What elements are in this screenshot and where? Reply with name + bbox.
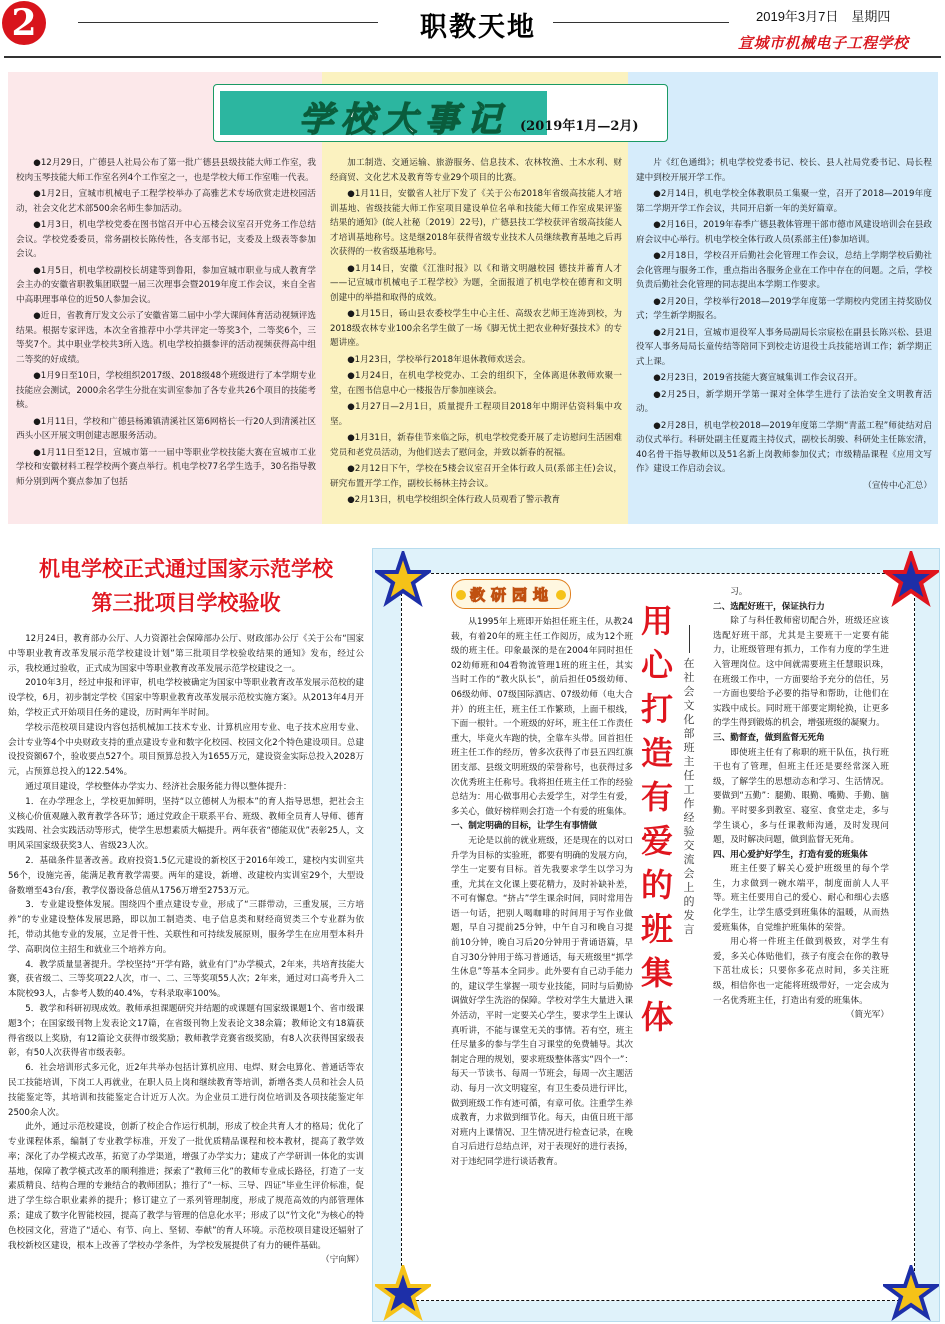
research-column-right [713, 585, 889, 1023]
event-item: ●2月18日，学校召开后勤社会化管理工作会议，总结上学期学校后勤社会化管理与服务工作，重点指出各服务企业在工作中存在的问题。之后，学校负责后勤社会化管理的同志提出本学期工作要求。 [636, 251, 932, 290]
article-paragraph: 此外，通过示范校建设，创新了校企合作运行机制，形成了校企共育人才的格局；优化了专业课程体系，编制了专业教学标准，开发了一批优质精品课程和校本教材，提高了教学效率；深化了办学模式改革，拓宽了办学渠道，增强了办学实力；建成了产学研训一体化的实训基地，保障了教学模式改革的顺利推进；探索了“教师三化”的教师专业成长路径，打造了一支素质精良、结构合理的专兼结合的教师团队；推行了“一标、三导、四证”毕业生评价标准，促进了学生综合职业素养的提升；修订建立了一系列管理制度，形成了规范高效的内部管理体系；建成了数字化智能校园，提高了教学与管理的信息化水平；形成了以“竹文化”为核心的特色校园文化，营造了“适心、有节、向上、坚韧、奉献”的育人环境。示范校项目建设还辐射了我校新校区建设，根本上改善了学校办学条件，为学校发展提供了有力的硬件基础。 [8, 1122, 364, 1251]
article-paragraph: 2010年3月，经过申报和评审，机电学校被确定为国家中等职业教育改革发展示范校的建设学校，6月，初步制定学校《国家中等职业教育改革发展示范校实施方案》。从2013年4月开始，学校正式开始项目任务的建设，历时两年半时间。 [8, 678, 364, 718]
tag-dot [556, 590, 566, 600]
masthead-rule-right [553, 22, 729, 23]
event-item: ●2月12日下午，学校在5楼会议室召开全体行政人员(系部主任)会议，研究布置开学工作，副校长杨林主持会议。 [330, 464, 622, 489]
research-panel [372, 548, 940, 1322]
events-text-col3 [636, 156, 932, 493]
article-paragraph: 12月24日，教育部办公厅、人力资源社会保障部办公厅、财政部办公厅《关于公布“国家中等职业教育改革发展示范学校建设计划”第三批项目学校验收结果的通知》发布，经过公示，我校通过验收，正式成为国家中等职业教育改革发展示范学校建设之一。 [8, 634, 364, 674]
events-section [8, 72, 938, 524]
event-item: ●2月14日，机电学校全体教职员工集聚一堂，召开了2018—2019年度第二学期开学工作会议，共同开启新一年的美好篇章。 [636, 189, 932, 214]
event-item: ●2月25日，新学期开学第一课对全体学生进行了法治安全文明教育活动。 [636, 389, 932, 414]
events-credit: （宣传中心汇总） [863, 480, 932, 491]
article-paragraph: 3．专业建设整体发展。围绕四个重点建设专业，形成了“三群带动，三重发展，三方培养”的专业建设整体发展思路，即以加工制造类、电子信息类和财经商贸类三个专业群为依托，带动其他专业的发展，立足骨干性、关联性和可持续发展原则，服务学生在应用型本科升学、高职岗位主招生和就业三个培养方向。 [8, 900, 364, 955]
event-item: ●2月21日，宣城市退役军人事务局副局长宗宸松在副县长陈兴松、县退役军人事务局局长童传结等陪同下到校走访退役士兵技能培训工作；新学期正式上课。 [636, 327, 932, 367]
star-icon [375, 551, 431, 607]
research-subtitle [679, 625, 699, 937]
research-author: （简光军） [846, 1010, 889, 1021]
event-item: 片《红色通缉》；机电学校党委书记、校长、县人社局党委书记、局长程建中到校开展开学工作。 [636, 158, 932, 183]
article-credit: （宁向辉） [321, 1255, 364, 1266]
research-title: 用心打造有爱的班集体 [640, 602, 673, 1036]
research-paragraph: 从1995年上班即开始担任班主任，从教24载，有着20年的班主任工作阅历，成为12个班级的班主任。印象最深的是在2004年同时担任02幼师班和04看物流管理1班的班主任，其实当时工作的“教火队长”，前后担任05级幼师、06级幼师、07级国际酒店、07级幼师（电大合并）的班主任，班主任工作繁琐，上面千根线，下面一根针。一个班级的好坏，班主任工作责任重大，毕竟火车跑的快，全靠车头带。回首担任班主任工作的经历，曾多次获得了市县五四红旗团支部、县级文明班级的荣誉称号，也获得过多次优秀班主任称号。我将担任班主任工作的经验总结为：用心做事用心去爱学生，对学生有爱，多关心，做好榜样则会打造一个有爱的班集体。 [451, 617, 633, 817]
event-item: ●1月23日，学校举行2018年退休教师欢送会。 [347, 354, 531, 365]
star-icon [883, 1265, 939, 1321]
article-paragraph: 6．社会培训形式多元化，近2年共举办包括计算机应用、电焊、财会电算化、普通话等农民工技能培训，下岗工人再就业，在职人员上岗和继续教育等培训，新增各类人员和社会人员技能鉴定等，其培训和技能鉴定合计近万人次。为企业员工进行岗位培训及各项技能鉴定年2500余人次。 [8, 1063, 364, 1118]
research-paragraph: 用心将一件班主任做到极致，对学生有爱，多关心体贴他们，孩子有度会在你的教导下茁壮成长；只要你多花点时间，多关注班级，相信你也一定能将班级带好，一定会成为一名优秀班主任，打造出有爱的班集体。 [713, 937, 889, 1006]
article-paragraph: 5．教学和科研初现成效。教师承担课题研究并结题的或课题有国家级课题1个、省市级课题3个；在国家级刊物上发表论文17篇，在省级刊物上发表论文38余篇；教师论文有18篇获得省级以上奖励，有12篇论文获得市级奖励；教师教学竞赛省级奖励，有8人次获得国家级表彰，有50人次获得省市级表彰。 [8, 1003, 364, 1059]
event-item: ●2月16日，2019年春季广德县教体管理干部市德市风建设培训会在县政府会议中心举行。机电学校全体行政人员(系部主任)参加培训。 [636, 220, 932, 245]
article-title-line2: 第三批项目学校验收 [91, 591, 281, 615]
subtitle-dash [689, 625, 690, 653]
school-name: 宣城市机械电子工程学校 [738, 34, 909, 52]
demo-school-article [8, 552, 364, 1320]
issue-date: 2019年3月7日 星期四 [756, 9, 891, 24]
research-paragraph: 无论是以前的就业班级，还是现在的以对口升学为目标的实验班，都要有明确的发展方向，学生一定要有目标。首先我要求学生以学习为重，尤其在文化课上要花精力，及时补缺补差，不可有懈怠。“挤占”学生课余时间，同时常用告语一句话，把别人喝咖啡的时间用于写作业做题，早自习提前25分钟，中午自习和晚自习提前10分钟，晚自习后20分钟用于背诵语篇，早自习30分钟用于练习普通话，每天班级里“抓学生休息”等基本全同步。此外要有自己动手能力的，建议学生掌握一项专业技能，同时与后勤协调做好学生洗浴的保障。学校对学生大量进入课外活动，平时一定要关心学生，要求学生上课认真听讲，不能与课堂无关的事情。若有空，班主任尽量多的参与学生自习课堂的免费辅导。其次制定合理的规划，要求班级整体落实“四个一”：每天一节读书、每周一节班会，每周一次主题活动、每月一次文明寝室，有卫生委员进行评比，做到班级工作有迹可循，有章可依。注重学生养成教育，力求做到细节化。每天，由值日班干部对班内上课情况、卫生情况进行检查记录，在晚自习后进行总结点评，对于表现好的进行表扬，对于违纪同学进行谈话教育。 [451, 835, 633, 1167]
star-icon [375, 1265, 431, 1321]
article-body [8, 632, 364, 1268]
event-item: ●2月13日，机电学校组织全体行政人员观看了警示教育 [347, 495, 561, 505]
masthead [0, 0, 945, 58]
research-subheading: 三、勤督查，做到监督无死角 [713, 732, 825, 743]
event-item: ●1月11日，学校和广德县杨滩镇清溪社区第6网格长一行20人到清溪社区西头小区开展文明创建志愿服务活动。 [16, 416, 316, 441]
event-item: ●1月3日，机电学校党委在图书馆召开中心五楼会议室召开党务工作总结会议。学校党委委员，常务副校长陈传性，各支部书记，支委及上级表等参加会议。 [16, 220, 316, 259]
event-item: ●1月27日—2月1日，质量提升工程项目2018年中期评估资料集中攻坚。 [330, 402, 622, 427]
event-item: ●12月29日，广德县人社局公布了第一批广德县县级技能大师工作室，我校肉玉琴技能大师工作室名列4个工作室之一，也是学校大师工作室唯一代表。 [16, 158, 316, 183]
event-item: ●1月9日至10日，学校组织2017级、2018级48个班级进行了本学期专业技能应会测试，2000余名学生分批在实训室参加了各专业共26个项目的技能考核。 [16, 371, 316, 410]
article-title-line1: 机电学校正式通过国家示范学校 [39, 557, 333, 581]
research-tag [451, 579, 571, 609]
page-title: 职教天地 [420, 12, 536, 43]
event-item: ●1月5日，机电学校副校长胡建等到鲁阳，参加宣城市职业与成人教育学会主办的安徽省职教集团联盟一届三次理事会暨2019年度工作会议，来自全省中高职理事单位的近50人参加会议。 [16, 265, 316, 305]
event-item: ●1月11日至12日，宣城市第一一届中等职业学校技能大赛在宣城市工业学校和安徽材料工程学校两个赛点举行。机电学校77名学生选手，30名指导教师分别到两个赛点参加了包括 [16, 447, 316, 487]
event-item: ●1月11日，安徽省人社厅下发了《关于公布2018年省级高技能人才培训基地、省级技能大师工作室项目建设单位名单和技能大师工作室成果评鉴结果的通知》(皖人社秘〔2019〕22号)，广德县技工学校获评省级高技能人才培训基地称号。这是继2018年获得省级专业技术人员继续教育基地之后再次获得的一枚省级基地称号。 [330, 189, 622, 257]
article-paragraph: 通过项目建设，学校整体办学实力、经济社会服务能力得以整体提升： [25, 781, 292, 792]
research-paragraph: 即使班主任有了称职的班干队伍，执行班干也有了管理，但班主任还是要经常深入班级，了解学生的思想动态和学习、生活情况。要做到“五勤”：腿勤、眼勤、嘴勤、手勤、脑勤。平时要多到教室、寝室、食堂走走，多与学生谈心，多与任课教师沟通，及时发现问题，及时解决问题，做到监督无死角。 [713, 747, 889, 846]
article-paragraph: 2．基础条件显著改善。政府投资1.5亿元建设的新校区于2016年竣工，建校内实训室共56个，设施完善，能满足教育教学需要。两年的建设，新增、改建校内实训室29个，大型设备数增至43台/套，教学仪器设备总值从1756万增至2753万元。 [8, 855, 364, 896]
star-icon [883, 551, 939, 607]
article-paragraph: 1．在办学理念上，学校更加鲜明，坚持“以立德树人为根本”的育人指导思想，把社会主义核心价值观融入教育教学各环节；通过党政企干联系平台、班级、教师全员育人导师、德育实践周、社会实践活动等形式，使学生思想素质大幅提升。两年获省“德能双优”表彰25人，文明风采国家级获奖3人、省级23人次。 [8, 796, 364, 852]
event-item: 加工制造、交通运输、旅游服务、信息技术、农林牧渔、土木水利、财经商贸、文化艺术及教育等专业29个项目的比赛。 [330, 158, 622, 183]
article-paragraph: 学校示范校项目建设内容包括机械加工技术专业、计算机应用专业、电子技术应用专业、会计专业等4个中央财政支持的重点建设专业和数字化校园、校园文化2个特色建设项目。总建设投资额67个，验收要点527个。项目预算总投入为1655万元，建设资金实际总投入2028万元，占预算总投入的122.54%。 [8, 722, 364, 778]
event-item: ●2月23日，2019省技能大赛宣城集训工作会议召开。 [653, 373, 863, 383]
events-text-col1 [16, 156, 316, 491]
research-paragraph: 除了与科任教师密切配合外，班级还应该选配好班干部，尤其是主要班干一定要有能力，让班级管理有抓力，工作有力度的学生进入管理岗位。这中间就需要班主任慧眼识珠，在班级工作中，一方面要给予充分的信任，另一方面也要给予必要的指导和帮助，让他们在实践中成长。同时班干部要定期轮换，让更多的学生得到锻炼的机会，增强班级的凝聚力。 [713, 616, 889, 729]
masthead-rule-left [78, 22, 378, 23]
event-item: ●2月28日，机电学校2018—2019年度第二学期“青蓝工程”师徒结对启动仪式举行。科研处副主任夏霞主持仪式，副校长胡骏、科研处主任陈宏清，40名骨干指导教师以及51名新上岗教师参加仪式；市级精品课程《应用文写作》建设工作启动会议。 [636, 420, 932, 474]
research-subheading: 四、用心爱护好学生，打造有爱的班集体 [713, 849, 868, 860]
event-item: ●1月14日，安徽《江淮时报》以《和谐文明融校园 德技并蓄育人才——记宣城市机械电子工程学校》为题，全面报道了机电学校在德育和文明创建中的举措和取得的成效。 [330, 263, 622, 303]
events-text-col2 [330, 156, 622, 510]
event-item: ●1月15日，砀山县农委校学生中心主任、高级农艺师王连涛到校，为2018级农林专业100余名学生做了一场《脚无忧土把农业种好强技术》的专题讲座。 [330, 309, 622, 348]
tag-dot [456, 590, 466, 600]
event-item: ●1月2日，宣城市机械电子工程学校举办了高雅艺术专场欣赏走进校园活动，社会文化艺术部500余名师生参加活动。 [16, 189, 316, 214]
event-item: ●1月31日，新春佳节来临之际，机电学校党委开展了走访慰问生活困难党员和老党员活动，为他们送去了慰问金，并致以新春的祝福。 [330, 433, 622, 458]
research-subtitle-text: 在社会文化部班主任工作经验交流会上的发言 [683, 657, 695, 936]
events-title: 学校大事记 [299, 100, 509, 140]
research-subheading: 二、选配好班干，保证执行力 [713, 601, 825, 612]
research-paragraph: 班主任要了解关心爱护班级里的每个学生，力求做到一碗水端平，制度面前人人平等。班主任要用自己的爱心、耐心和细心去感化学生，让学生感受到班集体的温暖，从而热爱班集体，自觉维护班集体的荣誉。 [713, 864, 889, 933]
events-banner [213, 84, 668, 142]
page-number-badge: 2 [2, 1, 46, 45]
article-paragraph: 4．教学质量显著提升。学校坚持“开学有路，就业有门”办学模式，2年来，共培育技能大赛，获省级二、三等奖项22人次，市一、二、三等奖项55人次；2年来，通过对口高考升入二本院校93人，占参考人数的40.4%，专科录取率100%。 [8, 959, 364, 1000]
events-period: (2019年1月—2月) [520, 119, 639, 134]
research-paragraph: 习。 [730, 587, 748, 597]
research-tag-label: 教研园地 [470, 586, 555, 604]
event-item: ●近日，省教育厅发文公示了安徽省第二届中小学大课间体育活动视频评选结果。根据专家评选，本次全省推荐中小学共评定一等奖3个，二等奖6个，三等奖7个。其中职业学校共3所入选。机电学校拍摄参评的活动视频获得高中组二等奖的好成绩。 [16, 311, 316, 365]
event-item: ●2月20日，学校举行2018—2019学年度第一学期校内党团主持奖励仪式；学生新学期报名。 [636, 296, 932, 321]
event-item: ●1月24日，在机电学校党办、工会的组织下，全体离退休教师欢聚一堂，在图书信息中心一楼报告厅参加座谈会。 [330, 371, 622, 396]
masthead-divider [4, 56, 941, 58]
research-subheading: 一、制定明确的目标，让学生有事情做 [451, 821, 598, 832]
research-column-left [451, 615, 633, 1170]
